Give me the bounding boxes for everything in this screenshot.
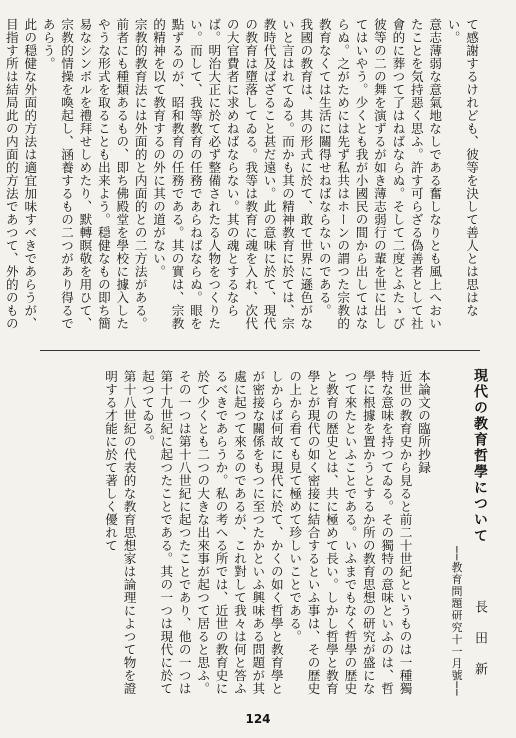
article-title: 現代の教育哲學について — [472, 368, 488, 544]
upper-article-body: て感謝するけれども、彼等を決して善人とは思はない。 意志薄弱な意氣地なしである奮しなりとも風上へおいたことを気持惡く思ふ。許す可らざる偽善者として社會的に葬つて了はねばならぬ。そして二度とふたゝび彼等の二の舞を演ずるが如き薄志弱行の輩を世に出してはいやう。少くとも我が小國民の間から出してはならぬ。之がためには先ず私共はホーンの謂つた宗教的教育なくては生活に關得せねばならないのである。 我國の教育は、其の形式に於て、敢て世界に遜色がないと言はれてゐる。而かも其の精神教育に於ては、宗教時代及ばざること甚だ遠い。此の意味に於て、現代の教育は墮落してゐる。我等は教育に魂を入れ、次代の大官費者に求めねばならない。其の魂とするならば。明治大正に於て必ず整備されたる人物をつくりたい。而して、我等教育の任務であらねばならぬ。眼を點ずるのが、昭和教育の任務である。其の實は、宗教的精神を以て教育するの外に其の道がない。 宗教的教育法には外面的と内面的との二方法がある。前者にも種類あるもの、即ち佛殿堂を學校に據入したやうな形式を取ることも出来よう。穏健なもの即ち簡易なシンボルを禮拜せしめたり、默轉瞑敬を用ひて、宗教的情操を喚起し、涵養するもの二つがあり得るであらう。 此の穏健な外面的方法は適宜加味すべきであらうが、目指す所は結局此の内面的方法であつて、外的のもの — [3, 18, 479, 330]
section-divider — [40, 350, 480, 351]
source-note: ──教育問題研究十一月號── — [450, 546, 463, 697]
article-author: 長田新 — [472, 600, 487, 693]
lower-article-body: 本論文の臨所抄録 近世の教育史から見ると前二十世紀というものは一種獨特な意味を持つてゐる。その獨特の意味といふのは、哲學に根據を置かうとするか所の教育思想の研究が盛になつて來たといふことである。いふまでもなく哲學の歴史と教育の歴史とは、共に極めて長い。しかし哲學と教育學とが現代の如く密接に結合するといふ事は、その歴史の上から看ても見て極めて珍しいことである。 しからば何故に現代に於て、かくの如く哲學と教育學とが密接な關係をもつに至つたかといふ興味ある問題が其處に起つて來るのであるが、これ對して我々は何と答ふるべきであらうか。私の考へる所では、近世の教育史に於て少くとも二つの大きな出來事が起つて居ると思ふ。その一つは第十八世紀に起つたことであり、他の一つは第十九世紀に起つたことである。其の一つは現代に於て起つてゐる。 第十八世紀の代表的な教育思想家は論理によつて物を證明する才能に於て著しく優れて — [103, 370, 431, 695]
page-number: 124 — [245, 712, 271, 726]
